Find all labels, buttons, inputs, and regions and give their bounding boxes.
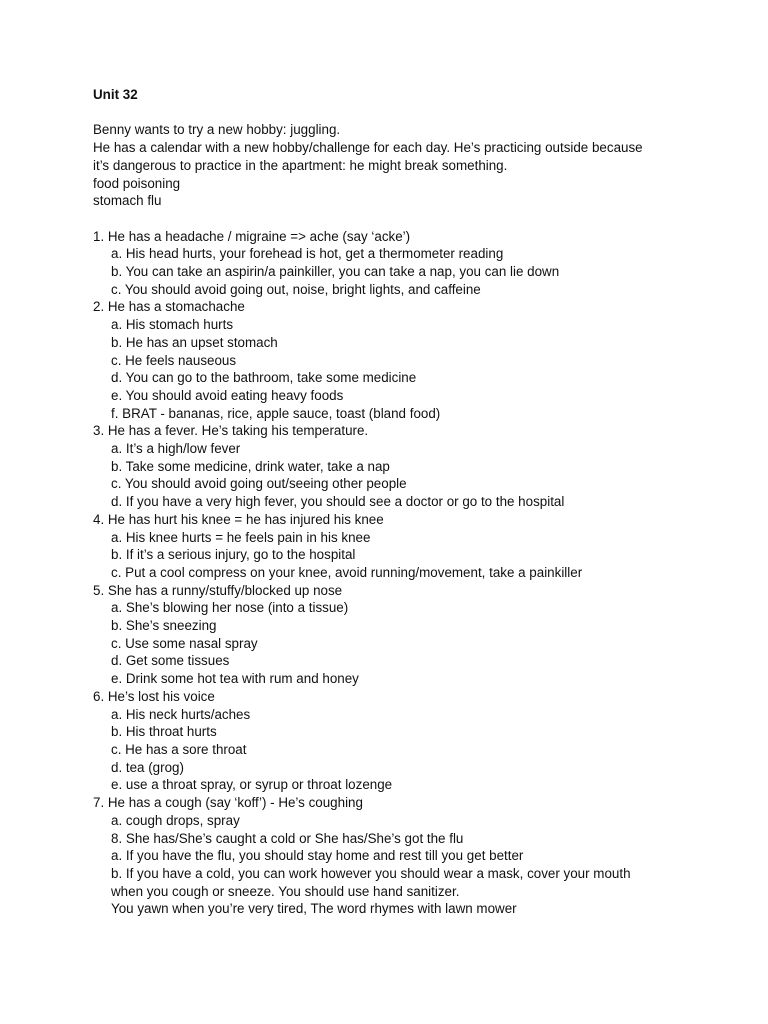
list-subitem: b. She’s sneezing — [111, 618, 217, 634]
numbered-list — [93, 228, 733, 918]
list-subitem: c. You should avoid going out/seeing other people — [111, 476, 407, 492]
list-subitem: b. If you have a cold, you can work however you should wear a mask, cover your mouth — [111, 865, 631, 881]
list-subitem: a. His stomach hurts — [111, 317, 234, 333]
document-title: Unit 32 — [93, 87, 138, 102]
list-subitem: c. Use some nasal spray — [111, 635, 258, 651]
list-subitem: b. Take some medicine, drink water, take a nap — [111, 458, 390, 474]
list-item-heading: 5. She has a runny/stuffy/blocked up nose — [93, 582, 343, 598]
list-subitem: a. cough drops, spray — [111, 812, 240, 828]
intro-line: He has a calendar with a new hobby/challenge for each day. He’s practicing outside because — [93, 140, 643, 156]
list-item-heading: 6. He’s lost his voice — [93, 688, 215, 704]
list-subitem: d. tea (grog) — [111, 759, 184, 775]
list-subitem: d. Get some tissues — [111, 653, 230, 669]
intro-section — [93, 121, 733, 210]
intro-line: it’s dangerous to practice in the apartment: he might break something. — [93, 157, 508, 173]
list-subitem: a. His head hurts, your forehead is hot, get a thermometer reading — [111, 246, 504, 262]
list-subitem: 8. She has/She’s caught a cold or She has/She’s got the flu — [111, 830, 464, 846]
list-subitem: e. Drink some hot tea with rum and honey — [111, 671, 359, 687]
list-subitem: You yawn when you’re very tired, The word rhymes with lawn mower — [111, 901, 517, 917]
list-subitem: a. It’s a high/low fever — [111, 441, 241, 457]
list-subitem: c. He has a sore throat — [111, 741, 247, 757]
list-subitem: a. If you have the flu, you should stay home and rest till you get better — [111, 848, 524, 864]
list-item-heading: 4. He has hurt his knee = he has injured his knee — [93, 511, 384, 527]
list-item-heading: 7. He has a cough (say ‘koff’) - He’s coughing — [93, 795, 363, 811]
list-subitem: when you cough or sneeze. You should use hand sanitizer. — [111, 883, 460, 899]
list-subitem: b. His throat hurts — [111, 724, 217, 740]
intro-line: stomach flu — [93, 193, 162, 209]
list-subitem: b. He has an upset stomach — [111, 334, 278, 350]
list-subitem: b. If it’s a serious injury, go to the hospital — [111, 547, 356, 563]
intro-line: food poisoning — [93, 175, 181, 191]
list-subitem: c. You should avoid going out, noise, bright lights, and caffeine — [111, 281, 481, 297]
spacer — [93, 104, 733, 122]
list-subitem: a. She’s blowing her nose (into a tissue) — [111, 600, 349, 616]
list-subitem: d. If you have a very high fever, you should see a doctor or go to the hospital — [111, 494, 565, 510]
list-subitem: b. You can take an aspirin/a painkiller, you can take a nap, you can lie down — [111, 264, 560, 279]
list-subitem: a. His knee hurts = he feels pain in his knee — [111, 529, 371, 545]
list-subitem: e. use a throat spray, or syrup or throat lozenge — [111, 777, 393, 793]
list-item-heading: 1. He has a headache / migraine => ache (say ‘acke’) — [93, 228, 411, 244]
list-subitem: c. Put a cool compress on your knee, avoid running/movement, take a painkiller — [111, 564, 583, 580]
list-subitem: e. You should avoid eating heavy foods — [111, 387, 344, 403]
list-subitem: a. His neck hurts/aches — [111, 706, 251, 722]
spacer — [93, 210, 733, 228]
intro-line: Benny wants to try a new hobby: juggling. — [93, 122, 341, 138]
list-subitem: c. He feels nauseous — [111, 352, 237, 368]
document-page — [93, 86, 733, 918]
list-subitem: f. BRAT - bananas, rice, apple sauce, toast (bland food) — [111, 405, 441, 421]
list-item-heading: 3. He has a fever. He’s taking his temperature. — [93, 423, 369, 439]
list-item-heading: 2. He has a stomachache — [93, 299, 245, 315]
list-subitem: d. You can go to the bathroom, take some medicine — [111, 370, 417, 386]
